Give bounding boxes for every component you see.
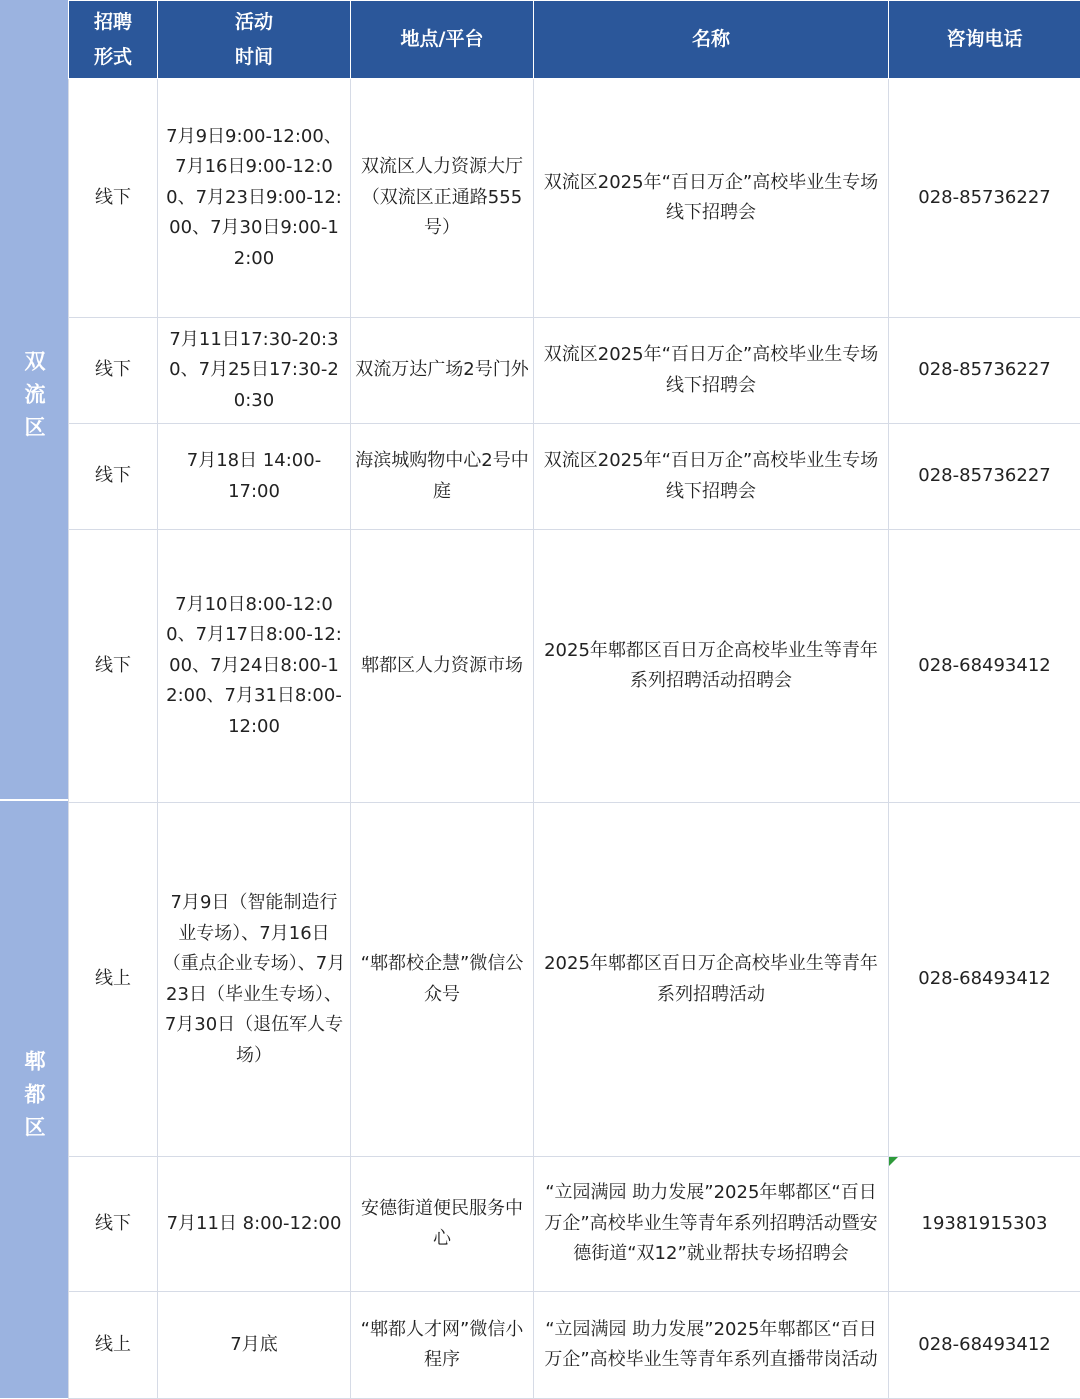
district-label-pidu: [0, 801, 68, 1398]
cell-phone: 028-68493412: [889, 1292, 1080, 1399]
header-time: [158, 1, 351, 79]
cell-phone: 028-85736227: [889, 424, 1080, 530]
district-name: 双流区: [19, 350, 49, 449]
cell-name: 双流区2025年“百日万企”高校毕业生专场线下招聘会: [534, 318, 889, 424]
header-form: [69, 1, 158, 79]
table-row: [69, 803, 1080, 1157]
cell-place: 安德街道便民服务中心: [351, 1157, 534, 1292]
cell-time: 7月11日17:30-20:30、7月25日17:30-20:30: [158, 318, 351, 424]
cell-phone-value: 19381915303: [922, 1213, 1048, 1234]
cell-place: 郫都区人力资源市场: [351, 530, 534, 803]
table-row: [69, 318, 1080, 424]
cell-time: 7月9日9:00-12:00、7月16日9:00-12:00、7月23日9:00-12:00、7月30日9:00-12:00: [158, 79, 351, 318]
cell-form: 线上: [69, 1292, 158, 1399]
cell-name: “立园满园 助力发展”2025年郫都区“百日万企”高校毕业生等青年系列招聘活动暨安德街道“双12”就业帮扶专场招聘会: [534, 1157, 889, 1292]
cell-place: 双流区人力资源大厅（双流区正通路555号）: [351, 79, 534, 318]
cell-phone: 028-68493412: [889, 530, 1080, 803]
header-time-line2: 时间: [158, 40, 350, 75]
cell-phone: 028-85736227: [889, 79, 1080, 318]
cell-form: 线下: [69, 318, 158, 424]
cell-time: 7月底: [158, 1292, 351, 1399]
cell-phone: [889, 1157, 1080, 1292]
comment-flag-icon: [889, 1157, 898, 1166]
header-name: 名称: [534, 1, 889, 79]
header-form-line2: 形式: [69, 40, 157, 75]
cell-phone: 028-68493412: [889, 803, 1080, 1157]
table-header-row: [69, 1, 1080, 79]
cell-time: 7月10日8:00-12:00、7月17日8:00-12:00、7月24日8:00-12:00、7月31日8:00-12:00: [158, 530, 351, 803]
table-row: [69, 424, 1080, 530]
header-place: 地点/平台: [351, 1, 534, 79]
cell-place: 双流万达广场2号门外: [351, 318, 534, 424]
events-table: [68, 0, 1080, 1399]
cell-form: 线下: [69, 530, 158, 803]
header-form-line1: 招聘: [69, 5, 157, 40]
cell-phone: 028-85736227: [889, 318, 1080, 424]
cell-name: 2025年郫都区百日万企高校毕业生等青年系列招聘活动: [534, 803, 889, 1157]
table-row: [69, 530, 1080, 803]
header-phone: 咨询电话: [889, 1, 1080, 79]
cell-time: 7月9日（智能制造行业专场）、7月16日（重点企业专场）、7月23日（毕业生专场）、7月30日（退伍军人专场）: [158, 803, 351, 1157]
cell-name: 双流区2025年“百日万企”高校毕业生专场线下招聘会: [534, 424, 889, 530]
district-label-shuangliu: [0, 0, 68, 801]
header-time-line1: 活动: [158, 5, 350, 40]
table-row: [69, 1292, 1080, 1399]
cell-name: 双流区2025年“百日万企”高校毕业生专场线下招聘会: [534, 79, 889, 318]
cell-place: 海滨城购物中心2号中庭: [351, 424, 534, 530]
cell-form: 线下: [69, 79, 158, 318]
cell-time: 7月18日 14:00-17:00: [158, 424, 351, 530]
cell-place: “郫都校企慧”微信公众号: [351, 803, 534, 1157]
table-row: [69, 1157, 1080, 1292]
cell-form: 线下: [69, 424, 158, 530]
cell-name: “立园满园 助力发展”2025年郫都区“百日万企”高校毕业生等青年系列直播带岗活动: [534, 1292, 889, 1399]
cell-form: 线上: [69, 803, 158, 1157]
cell-name: 2025年郫都区百日万企高校毕业生等青年系列招聘活动招聘会: [534, 530, 889, 803]
cell-time: 7月11日 8:00-12:00: [158, 1157, 351, 1292]
cell-form: 线下: [69, 1157, 158, 1292]
district-name: 郫都区: [19, 1050, 49, 1149]
cell-place: “郫都人才网”微信小程序: [351, 1292, 534, 1399]
table-row: [69, 79, 1080, 318]
